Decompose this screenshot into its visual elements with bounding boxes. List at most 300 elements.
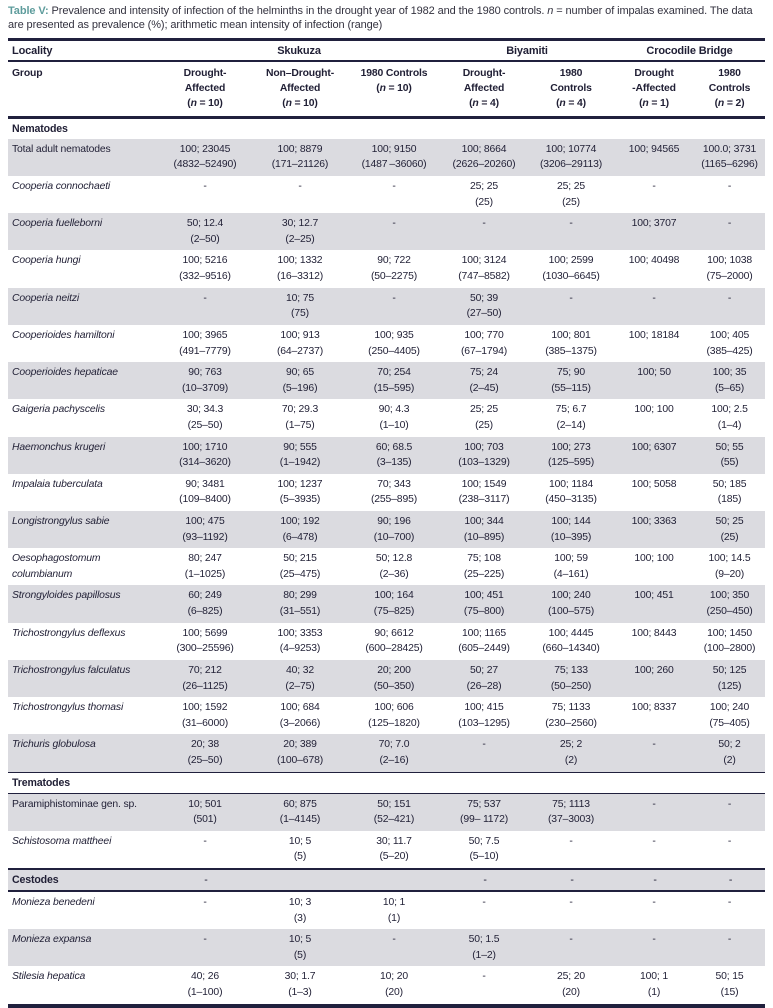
prevalence-intensity-value: 50; 151	[377, 798, 411, 810]
data-cell	[348, 325, 440, 362]
prevalence-intensity-value: 70; 212	[188, 664, 222, 676]
data-cell	[440, 966, 528, 1005]
species-name: Haemonchus krugeri	[12, 441, 106, 453]
range-value: (100–575)	[548, 606, 595, 618]
range-value: (1–10)	[379, 419, 409, 431]
prevalence-intensity-value: 40; 32	[286, 664, 314, 676]
data-cell	[158, 831, 252, 869]
section-dash-cell	[348, 869, 440, 891]
prevalence-intensity-value: 100; 3965	[182, 329, 228, 341]
prevalence-intensity-value: -	[392, 292, 396, 304]
range-value: (4832–52490)	[173, 159, 237, 171]
range-value: (50–250)	[550, 680, 592, 692]
species-name: Gaigeria pachyscelis	[12, 404, 105, 416]
prevalence-intensity-value: 100; 770	[464, 329, 504, 341]
prevalence-intensity-value: 100; 8337	[631, 702, 677, 714]
prevalence-intensity-value: 100; 240	[551, 590, 591, 602]
data-cell	[528, 362, 614, 399]
species-name: Total adult nematodes	[12, 143, 111, 155]
data-cell	[694, 585, 765, 622]
data-cell	[158, 399, 252, 436]
data-cell	[252, 250, 348, 287]
prevalence-intensity-value: 100; 1710	[182, 441, 228, 453]
range-value: (171–21126)	[271, 159, 329, 171]
range-value: (10–700)	[373, 531, 415, 543]
data-cell	[348, 966, 440, 1005]
prevalence-intensity-value: -	[203, 934, 207, 946]
range-value: (5–10)	[469, 851, 499, 863]
data-cell	[252, 139, 348, 176]
section-header-trematodes	[8, 772, 765, 793]
range-value: (25–225)	[463, 568, 505, 580]
data-cell	[158, 511, 252, 548]
range-value: (250–450)	[706, 606, 753, 618]
range-value: (2–36)	[379, 568, 409, 580]
range-value: (25–50)	[187, 419, 223, 431]
prevalence-intensity-value: 25; 2	[559, 739, 583, 751]
data-cell	[440, 929, 528, 966]
range-value: (2)	[723, 754, 736, 766]
range-value: (26–28)	[466, 680, 502, 692]
data-cell	[252, 660, 348, 697]
range-value: (2–50)	[190, 233, 220, 245]
locality-crocodile-bridge: Crocodile Bridge	[646, 44, 733, 57]
table-row	[8, 474, 765, 511]
prevalence-intensity-value: 50; 12.4	[186, 218, 224, 230]
prevalence-intensity-value: 100; 5699	[182, 627, 228, 639]
species-name: Trichostrongylus thomasi	[12, 702, 124, 714]
paper-page	[0, 4, 773, 999]
data-cell	[694, 139, 765, 176]
prevalence-intensity-value: 100; 684	[280, 702, 320, 714]
prevalence-intensity-value: 25; 25	[470, 404, 499, 416]
section-dash-cell	[158, 772, 252, 793]
table-row	[8, 966, 765, 1005]
data-cell	[158, 585, 252, 622]
data-cell	[252, 325, 348, 362]
range-value: (605–2449)	[458, 643, 510, 655]
prevalence-intensity-value: -	[482, 739, 486, 751]
prevalence-intensity-value: 25; 25	[557, 181, 586, 193]
prevalence-intensity-value: -	[727, 218, 732, 230]
prevalence-intensity-value: 10; 20	[380, 971, 408, 983]
section-dash-cell: -	[570, 873, 574, 886]
data-cell	[440, 437, 528, 474]
range-value: (125–1820)	[368, 717, 420, 729]
prevalence-intensity-value: 100; 5058	[631, 478, 677, 490]
prevalence-intensity-value: 100; 10774	[545, 143, 597, 155]
prevalence-intensity-value: 100; 144	[551, 516, 591, 528]
species-name: Trichostrongylus falculatus	[12, 664, 131, 676]
data-cell	[528, 966, 614, 1005]
species-name: Trichostrongylus deflexus	[12, 627, 126, 639]
prevalence-intensity-value: 90; 196	[377, 516, 411, 528]
data-cell	[528, 831, 614, 869]
range-value: (1–3)	[288, 987, 312, 999]
data-cell	[440, 399, 528, 436]
data-cell	[252, 437, 348, 474]
range-value: (55–115)	[551, 382, 591, 394]
species-name: Strongyloides papillosus	[12, 590, 121, 602]
prevalence-intensity-value: 60; 875	[283, 798, 317, 810]
prevalence-intensity-value: 50; 15	[715, 971, 744, 983]
prevalence-intensity-value: 50; 125	[712, 664, 747, 676]
data-cell	[694, 831, 765, 869]
data-cell	[440, 734, 528, 772]
table-row	[8, 697, 765, 734]
data-cell	[252, 399, 348, 436]
data-cell	[440, 793, 528, 831]
data-cell	[440, 585, 528, 622]
data-cell	[694, 929, 765, 966]
prevalence-intensity-value: 100; 475	[185, 516, 225, 528]
prevalence-intensity-value: 75; 108	[467, 553, 501, 565]
section-dash-cell	[348, 772, 440, 793]
range-value: (50–350)	[373, 680, 415, 692]
data-cell	[158, 250, 252, 287]
range-value: (9–20)	[714, 568, 745, 580]
prevalence-intensity-value: 100; 1332	[277, 255, 323, 267]
data-cell	[614, 966, 694, 1005]
prevalence-intensity-value: 50; 7.5	[468, 835, 500, 847]
prevalence-intensity-value: -	[727, 798, 732, 810]
prevalence-intensity-value: 100; 913	[280, 329, 320, 341]
section-dash-cell	[694, 772, 765, 793]
range-value: (2)	[564, 754, 578, 766]
section-dash-cell	[440, 772, 528, 793]
species-name: Oesophagostomum columbianum	[12, 553, 101, 580]
section-dash-cell	[252, 772, 348, 793]
range-value: (20)	[562, 987, 580, 999]
data-cell	[158, 213, 252, 250]
section-dash-cell: -	[204, 873, 208, 886]
prevalence-intensity-value: 10; 5	[288, 934, 312, 946]
range-value: (67–1794)	[461, 345, 508, 357]
table-caption	[8, 4, 763, 33]
range-value: (25)	[475, 419, 493, 431]
data-cell	[348, 891, 440, 929]
prevalence-intensity-value: 100; 6307	[631, 441, 677, 453]
table-row	[8, 288, 765, 325]
range-value: (1)	[387, 912, 401, 924]
prevalence-intensity-value: -	[482, 218, 486, 230]
prevalence-intensity-value: 100; 164	[374, 590, 414, 602]
range-value: (332–9516)	[179, 271, 231, 283]
prevalence-intensity-value: 40; 26	[191, 971, 219, 983]
section-dash-cell	[348, 117, 440, 139]
data-cell	[528, 929, 614, 966]
data-cell	[694, 362, 765, 399]
prevalence-intensity-value: 75; 537	[467, 798, 501, 810]
prevalence-intensity-value: -	[482, 971, 486, 983]
section-dash-cell: -	[653, 873, 657, 886]
section-dash-cell	[528, 772, 614, 793]
prevalence-intensity-value: 30; 34.3	[186, 404, 224, 416]
data-cell	[252, 831, 348, 869]
range-value: (1–4145)	[279, 814, 321, 826]
data-cell	[528, 474, 614, 511]
range-value: (1165–6296)	[701, 159, 758, 171]
prevalence-intensity-value: 75; 90	[557, 367, 586, 379]
prevalence-intensity-value: 20; 389	[283, 739, 317, 751]
range-value: (5–65)	[714, 382, 745, 394]
prevalence-intensity-value: 100; 3363	[631, 516, 677, 528]
prevalence-intensity-value: -	[203, 835, 207, 847]
data-cell	[440, 213, 528, 250]
range-value: (26–1125)	[182, 680, 228, 692]
prevalence-intensity-value: 100; 5216	[182, 255, 228, 267]
data-cell	[694, 734, 765, 772]
section-title: Trematodes	[12, 776, 70, 789]
prevalence-intensity-value: 100; 1450	[707, 627, 752, 639]
data-cell	[614, 399, 694, 436]
prevalence-intensity-value: 50; 39	[470, 292, 499, 304]
data-cell	[252, 697, 348, 734]
range-value: (1–75)	[285, 419, 315, 431]
table-row	[8, 362, 765, 399]
prevalence-intensity-value: 100; 415	[464, 702, 504, 714]
prevalence-intensity-value: 100; 935	[374, 329, 414, 341]
section-header-cestodes	[8, 869, 765, 891]
range-value: (103–1295)	[458, 717, 510, 729]
range-value: (75–800)	[463, 606, 505, 618]
data-cell	[614, 250, 694, 287]
data-cell	[614, 929, 694, 966]
data-cell	[158, 474, 252, 511]
prevalence-intensity-value: 100; 451	[464, 590, 504, 602]
range-value: (5–3935)	[279, 494, 321, 506]
data-cell	[614, 437, 694, 474]
range-value: (501)	[193, 814, 217, 826]
data-cell	[252, 623, 348, 660]
species-name: Monieza expansa	[12, 934, 92, 946]
data-cell	[528, 511, 614, 548]
species-name: Stilesia hepatica	[12, 971, 86, 983]
data-cell	[158, 288, 252, 325]
prevalence-intensity-value: 60; 68.5	[375, 441, 413, 453]
caption-text-1: Prevalence and intensity of infection of the helminths in the drought year of 1982 and the 1980 controls.	[48, 5, 548, 17]
prevalence-intensity-value: 10; 5	[288, 835, 312, 847]
range-value: (385–425)	[706, 345, 753, 357]
range-value: (747–8582)	[458, 271, 510, 283]
range-value: (10–395)	[550, 531, 592, 543]
data-cell	[614, 697, 694, 734]
column-header-1: Non–Drought- Affected (n = 10)	[265, 67, 335, 109]
prevalence-intensity-value: -	[652, 896, 656, 908]
data-cell	[252, 511, 348, 548]
table-row	[8, 623, 765, 660]
data-cell	[158, 325, 252, 362]
range-value: (109–8400)	[179, 494, 231, 506]
data-cell	[528, 697, 614, 734]
prevalence-intensity-value: 100; 1237	[277, 478, 323, 490]
prevalence-intensity-value: 100; 273	[551, 441, 591, 453]
prevalence-intensity-value: 25; 25	[470, 181, 499, 193]
data-cell	[694, 250, 765, 287]
range-value: (100–678)	[276, 754, 324, 766]
section-dash-cell	[614, 117, 694, 139]
prevalence-intensity-value: 75; 6.7	[555, 404, 587, 416]
data-cell	[348, 474, 440, 511]
data-cell	[252, 176, 348, 213]
data-cell	[528, 793, 614, 831]
data-cell	[348, 831, 440, 869]
prevalence-intensity-value: -	[392, 934, 396, 946]
prevalence-intensity-value: 50; 55	[715, 441, 744, 453]
range-value: (4–9253)	[279, 643, 321, 655]
prevalence-intensity-value: 90; 722	[377, 255, 411, 267]
column-header-5: Drought -Affected (n = 1)	[632, 67, 676, 109]
prevalence-intensity-value: -	[652, 934, 656, 946]
data-cell	[694, 891, 765, 929]
data-cell	[348, 929, 440, 966]
range-value: (385–1375)	[545, 345, 597, 357]
caption-n-symbol: n	[547, 5, 554, 17]
data-cell	[348, 176, 440, 213]
prevalence-intensity-value: -	[727, 896, 732, 908]
range-value: (491–7779)	[179, 345, 231, 357]
range-value: (25–475)	[279, 568, 321, 580]
data-cell	[252, 793, 348, 831]
prevalence-intensity-value: 75; 133	[554, 664, 588, 676]
section-dash-cell	[694, 117, 765, 139]
prevalence-intensity-value: 10; 75	[286, 292, 314, 304]
data-cell	[440, 511, 528, 548]
prevalence-intensity-value: 100; 3124	[461, 255, 507, 267]
prevalence-intensity-value: -	[727, 934, 732, 946]
prevalence-intensity-value: 50; 25	[715, 516, 744, 528]
prevalence-intensity-value: 100; 3353	[277, 627, 323, 639]
data-cell	[528, 176, 614, 213]
data-cell	[252, 288, 348, 325]
prevalence-intensity-value: 20; 38	[191, 739, 219, 751]
data-cell	[440, 288, 528, 325]
range-value: (75–405)	[709, 717, 750, 729]
range-value: (314–3620)	[179, 457, 231, 469]
range-value: (3206–29113)	[539, 159, 603, 171]
prevalence-intensity-value: 100.0; 3731	[702, 143, 757, 155]
table-row	[8, 399, 765, 436]
data-cell	[252, 734, 348, 772]
data-cell	[614, 288, 694, 325]
data-cell	[614, 548, 694, 585]
prevalence-intensity-value: -	[569, 835, 573, 847]
range-value: (2–25)	[285, 233, 315, 245]
prevalence-intensity-value: 100; 14.5	[708, 553, 751, 565]
prevalence-intensity-value: 50; 2	[718, 739, 741, 751]
range-value: (238–3117)	[458, 494, 510, 506]
prevalence-intensity-value: 20; 200	[377, 664, 411, 676]
data-cell	[694, 660, 765, 697]
prevalence-intensity-value: 100; 192	[280, 516, 320, 528]
range-value: (1–100)	[187, 987, 223, 999]
prevalence-intensity-value: 100; 100	[634, 553, 674, 565]
prevalence-intensity-value: 100; 606	[374, 702, 414, 714]
data-cell	[614, 831, 694, 869]
table-row	[8, 250, 765, 287]
range-value: (31–551)	[279, 606, 321, 618]
data-cell	[348, 734, 440, 772]
prevalence-intensity-value: 90; 3481	[185, 478, 225, 490]
range-value: (3–2066)	[279, 717, 321, 729]
range-value: (1487 –36060)	[361, 159, 427, 171]
data-cell	[694, 325, 765, 362]
prevalence-intensity-value: 100; 451	[634, 590, 674, 602]
prevalence-intensity-value: 100; 100	[634, 404, 674, 416]
range-value: (2–45)	[469, 382, 499, 394]
column-header-2: 1980 Controls (n = 10)	[360, 67, 428, 94]
prevalence-intensity-value: 100; 260	[634, 664, 674, 676]
table-row	[8, 793, 765, 831]
table-row	[8, 548, 765, 585]
data-cell	[614, 891, 694, 929]
data-cell	[694, 399, 765, 436]
prevalence-intensity-value: 100; 8443	[631, 627, 677, 639]
data-cell	[528, 213, 614, 250]
prevalence-intensity-value: 100; 23045	[179, 143, 231, 155]
range-value: (75)	[291, 308, 309, 320]
table-row	[8, 139, 765, 176]
prevalence-intensity-value: 75; 1133	[551, 702, 591, 714]
data-cell	[158, 176, 252, 213]
species-name: Cooperia connochaeti	[12, 181, 111, 193]
table-row	[8, 734, 765, 772]
range-value: (64–2737)	[276, 345, 324, 357]
data-cell	[528, 660, 614, 697]
prevalence-intensity-value: 100; 2599	[548, 255, 594, 267]
prevalence-intensity-value: 100; 59	[554, 553, 588, 565]
range-value: (2–75)	[285, 680, 315, 692]
prevalence-intensity-value: 10; 3	[288, 896, 312, 908]
prevalence-intensity-value: -	[727, 181, 732, 193]
data-cell	[348, 697, 440, 734]
prevalence-intensity-value: 30; 11.7	[376, 835, 412, 847]
data-cell	[158, 697, 252, 734]
prevalence-intensity-value: 100; 350	[709, 590, 750, 602]
prevalence-intensity-value: 100; 2.5	[711, 404, 748, 416]
prevalence-intensity-value: -	[727, 835, 732, 847]
table-row	[8, 325, 765, 362]
data-cell	[528, 585, 614, 622]
data-cell	[694, 511, 765, 548]
section-title: Cestodes	[12, 873, 59, 886]
data-cell	[252, 362, 348, 399]
section-dash-cell: -	[483, 873, 487, 886]
data-cell	[614, 325, 694, 362]
prevalence-intensity-value: 100; 405	[709, 329, 750, 341]
range-value: (25–50)	[187, 754, 223, 766]
data-cell	[348, 362, 440, 399]
prevalence-intensity-value: 10; 1	[382, 896, 406, 908]
prevalence-intensity-value: 100; 8879	[277, 143, 323, 155]
prevalence-intensity-value: 100; 50	[637, 367, 671, 379]
data-cell	[252, 548, 348, 585]
prevalence-intensity-value: 100; 1549	[461, 478, 507, 490]
locality-label: Locality	[12, 44, 53, 57]
range-value: (660–14340)	[542, 643, 600, 655]
data-cell	[348, 511, 440, 548]
data-cell	[528, 891, 614, 929]
prevalence-intensity-value: -	[203, 181, 207, 193]
data-cell	[528, 139, 614, 176]
prevalence-intensity-value: 100; 1	[640, 971, 669, 983]
range-value: (5–196)	[282, 382, 318, 394]
data-cell	[528, 437, 614, 474]
range-value: (15–595)	[373, 382, 415, 394]
prevalence-intensity-value: 70; 254	[377, 367, 411, 379]
table-row	[8, 176, 765, 213]
data-cell	[440, 623, 528, 660]
